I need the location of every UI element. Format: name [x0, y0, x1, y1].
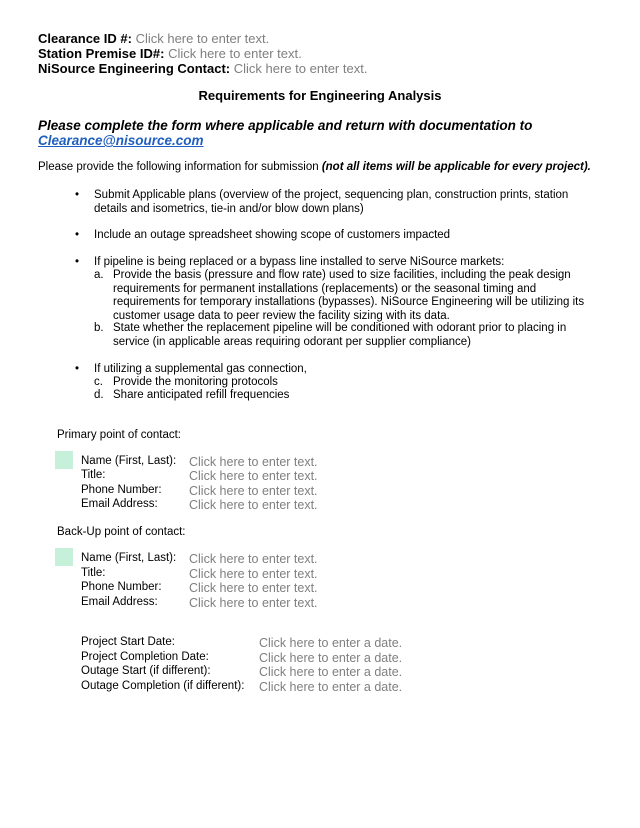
field-label: Outage Completion (if different): — [81, 680, 245, 692]
sub-item-label: b. — [94, 322, 104, 334]
outage-completion-date-field[interactable]: Click here to enter a date. — [259, 680, 403, 694]
intro-instructions — [38, 118, 618, 148]
field-label: Name (First, Last): — [81, 455, 177, 467]
field-label: Title: — [81, 469, 106, 481]
provide-text: Please provide the following information for submission — [38, 161, 322, 173]
backup-contact-checkbox[interactable] — [55, 548, 73, 566]
page-title: Requirements for Engineering Analysis — [198, 88, 442, 103]
backup-name-field[interactable]: Click here to enter text. — [189, 552, 318, 566]
engineering-contact-label: NiSource Engineering Contact: — [38, 61, 231, 76]
sub-item-text: Provide the basis (pressure and flow rate) used to size facilities, including the peak design requirements for permanent installations (replacements) or the seasonal timing and requirements for temporary installations (bypasses). NiSource Engineering will be utilizing its customer usage data to peer review the facility sizing with its data. — [113, 269, 585, 322]
bullet-text: Submit Applicable plans (overview of the project, sequencing plan, construction prints, station details and isometrics, tie-in and/or blow down plans) — [94, 189, 569, 215]
backup-contact-heading: Back-Up point of contact: — [57, 526, 186, 538]
primary-title-field[interactable]: Click here to enter text. — [189, 469, 318, 483]
intro-text: Please complete the form where applicable and return with documentation to — [38, 118, 533, 133]
primary-email-field[interactable]: Click here to enter text. — [189, 498, 318, 512]
station-premise-line — [38, 46, 302, 61]
bullet-text: If utilizing a supplemental gas connection, — [94, 363, 307, 375]
bullet-text: Include an outage spreadsheet showing scope of customers impacted — [94, 229, 451, 241]
bullet-icon: • — [75, 229, 80, 241]
clearance-id-line — [38, 31, 269, 46]
field-label: Title: — [81, 567, 106, 579]
sub-item-label: c. — [94, 376, 103, 388]
field-label: Email Address: — [81, 596, 158, 608]
email-link[interactable]: Clearance@nisource.com — [38, 133, 204, 148]
bullet-icon: • — [75, 189, 80, 201]
clearance-id-field[interactable]: Click here to enter text. — [135, 31, 270, 46]
sub-item-text: Provide the monitoring protocols — [113, 376, 278, 388]
sub-item-label: d. — [94, 389, 104, 401]
backup-email-field[interactable]: Click here to enter text. — [189, 596, 318, 610]
provide-info-line — [38, 160, 591, 174]
engineering-contact-line — [38, 61, 367, 76]
field-label: Name (First, Last): — [81, 552, 177, 564]
primary-contact-heading: Primary point of contact: — [57, 429, 181, 441]
field-label: Phone Number: — [81, 581, 162, 593]
field-label: Phone Number: — [81, 484, 162, 496]
bullet-text: If pipeline is being replaced or a bypass line installed to serve NiSource markets: — [94, 256, 505, 268]
field-label: Project Completion Date: — [81, 651, 209, 663]
primary-name-field[interactable]: Click here to enter text. — [189, 455, 318, 469]
primary-phone-field[interactable]: Click here to enter text. — [189, 484, 318, 498]
field-label: Outage Start (if different): — [81, 665, 211, 677]
primary-contact-checkbox[interactable] — [55, 451, 73, 469]
sub-item-text: Share anticipated refill frequencies — [113, 389, 290, 401]
backup-phone-field[interactable]: Click here to enter text. — [189, 581, 318, 595]
outage-start-date-field[interactable]: Click here to enter a date. — [259, 665, 403, 679]
bullet-icon: • — [75, 256, 80, 268]
clearance-id-label: Clearance ID #: — [38, 31, 132, 46]
sub-item-text: State whether the replacement pipeline will be conditioned with odorant prior to placing in service (in applicable areas requiring odorant per supplier compliance) — [113, 322, 567, 348]
provide-emphasis: (not all items will be applicable for every project). — [321, 161, 591, 173]
backup-title-field[interactable]: Click here to enter text. — [189, 567, 318, 581]
field-label: Email Address: — [81, 498, 158, 510]
project-start-date-field[interactable]: Click here to enter a date. — [259, 636, 403, 650]
station-premise-label: Station Premise ID#: — [38, 46, 165, 61]
field-label: Project Start Date: — [81, 636, 175, 648]
bullet-icon: • — [75, 363, 80, 375]
engineering-contact-field[interactable]: Click here to enter text. — [233, 61, 368, 76]
sub-item-label: a. — [94, 269, 104, 281]
station-premise-field[interactable]: Click here to enter text. — [168, 46, 302, 61]
project-completion-date-field[interactable]: Click here to enter a date. — [259, 651, 403, 665]
